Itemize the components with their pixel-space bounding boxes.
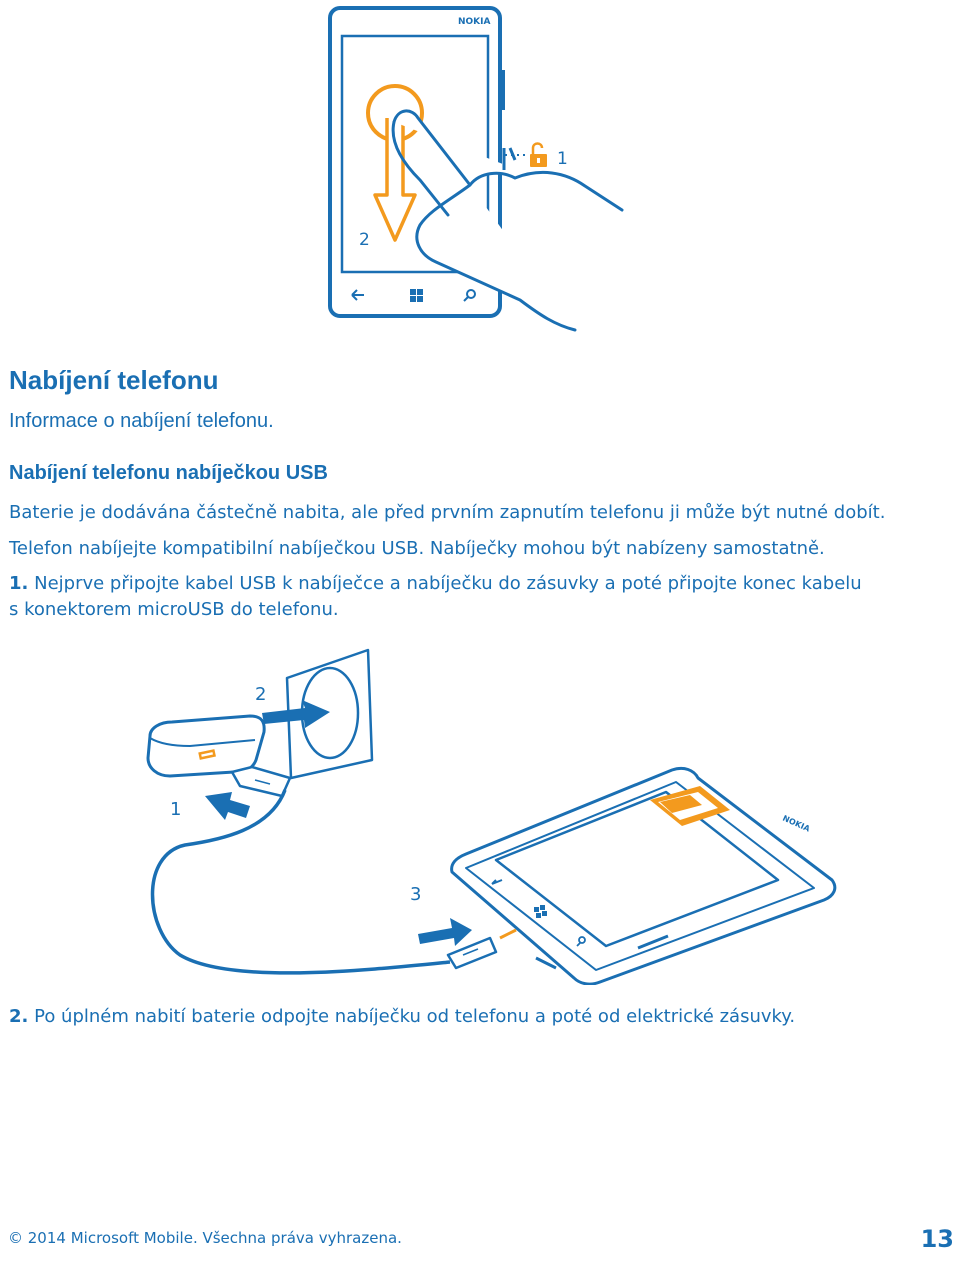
arrow-to-charger <box>205 792 250 820</box>
step-2-text: Po úplném nabití baterie odpojte nabíječku od telefonu a poté od elektrické zásuvky. <box>34 1006 796 1027</box>
step-2-instruction <box>9 1006 795 1027</box>
footer-copyright: © 2014 Microsoft Mobile. Všechna práva vyhrazena. <box>8 1229 402 1247</box>
page-number: 13 <box>920 1225 954 1253</box>
section-lead: Informace o nabíjení telefonu. <box>9 410 274 432</box>
usb-plug <box>232 767 290 796</box>
subsection-title: Nabíjení telefonu nabíječkou USB <box>9 462 328 484</box>
phone-brand-logo: NOKIA <box>458 17 491 27</box>
usb-cable <box>153 790 451 973</box>
charger <box>148 716 264 776</box>
label-2: 2 <box>255 684 267 705</box>
charging-illustration <box>130 640 840 985</box>
label-3: 3 <box>410 884 422 905</box>
unlock-phone-illustration <box>300 0 640 335</box>
section-title: Nabíjení telefonu <box>9 365 219 395</box>
step-1-label: 1 <box>557 149 568 169</box>
step-1-line-1: Nejprve připojte kabel USB k nabíječce a nabíječku do zásuvky a poté připojte konec kabelu <box>34 573 862 594</box>
arrow-to-phone <box>418 918 472 946</box>
step-2-label: 2 <box>359 230 370 250</box>
charging-phone-brand: NOKIA <box>781 813 812 834</box>
side-button <box>500 70 505 110</box>
paragraph-2: Telefon nabíjejte kompatibilní nabíječkou USB. Nabíječky mohou být nabízeny samostatně. <box>9 538 825 559</box>
step-1-instruction <box>9 573 862 594</box>
charging-port <box>500 930 516 938</box>
paragraph-1: Baterie je dodávána částečně nabita, ale před prvním zapnutím telefonu ji může být nutné dobít. <box>9 502 886 523</box>
label-1: 1 <box>170 799 182 820</box>
step-2-number: 2. <box>9 1006 29 1027</box>
step-1-line-2: s konektorem microUSB do telefonu. <box>9 599 339 620</box>
unlock-icon <box>530 144 547 168</box>
step-1-number: 1. <box>9 573 29 594</box>
